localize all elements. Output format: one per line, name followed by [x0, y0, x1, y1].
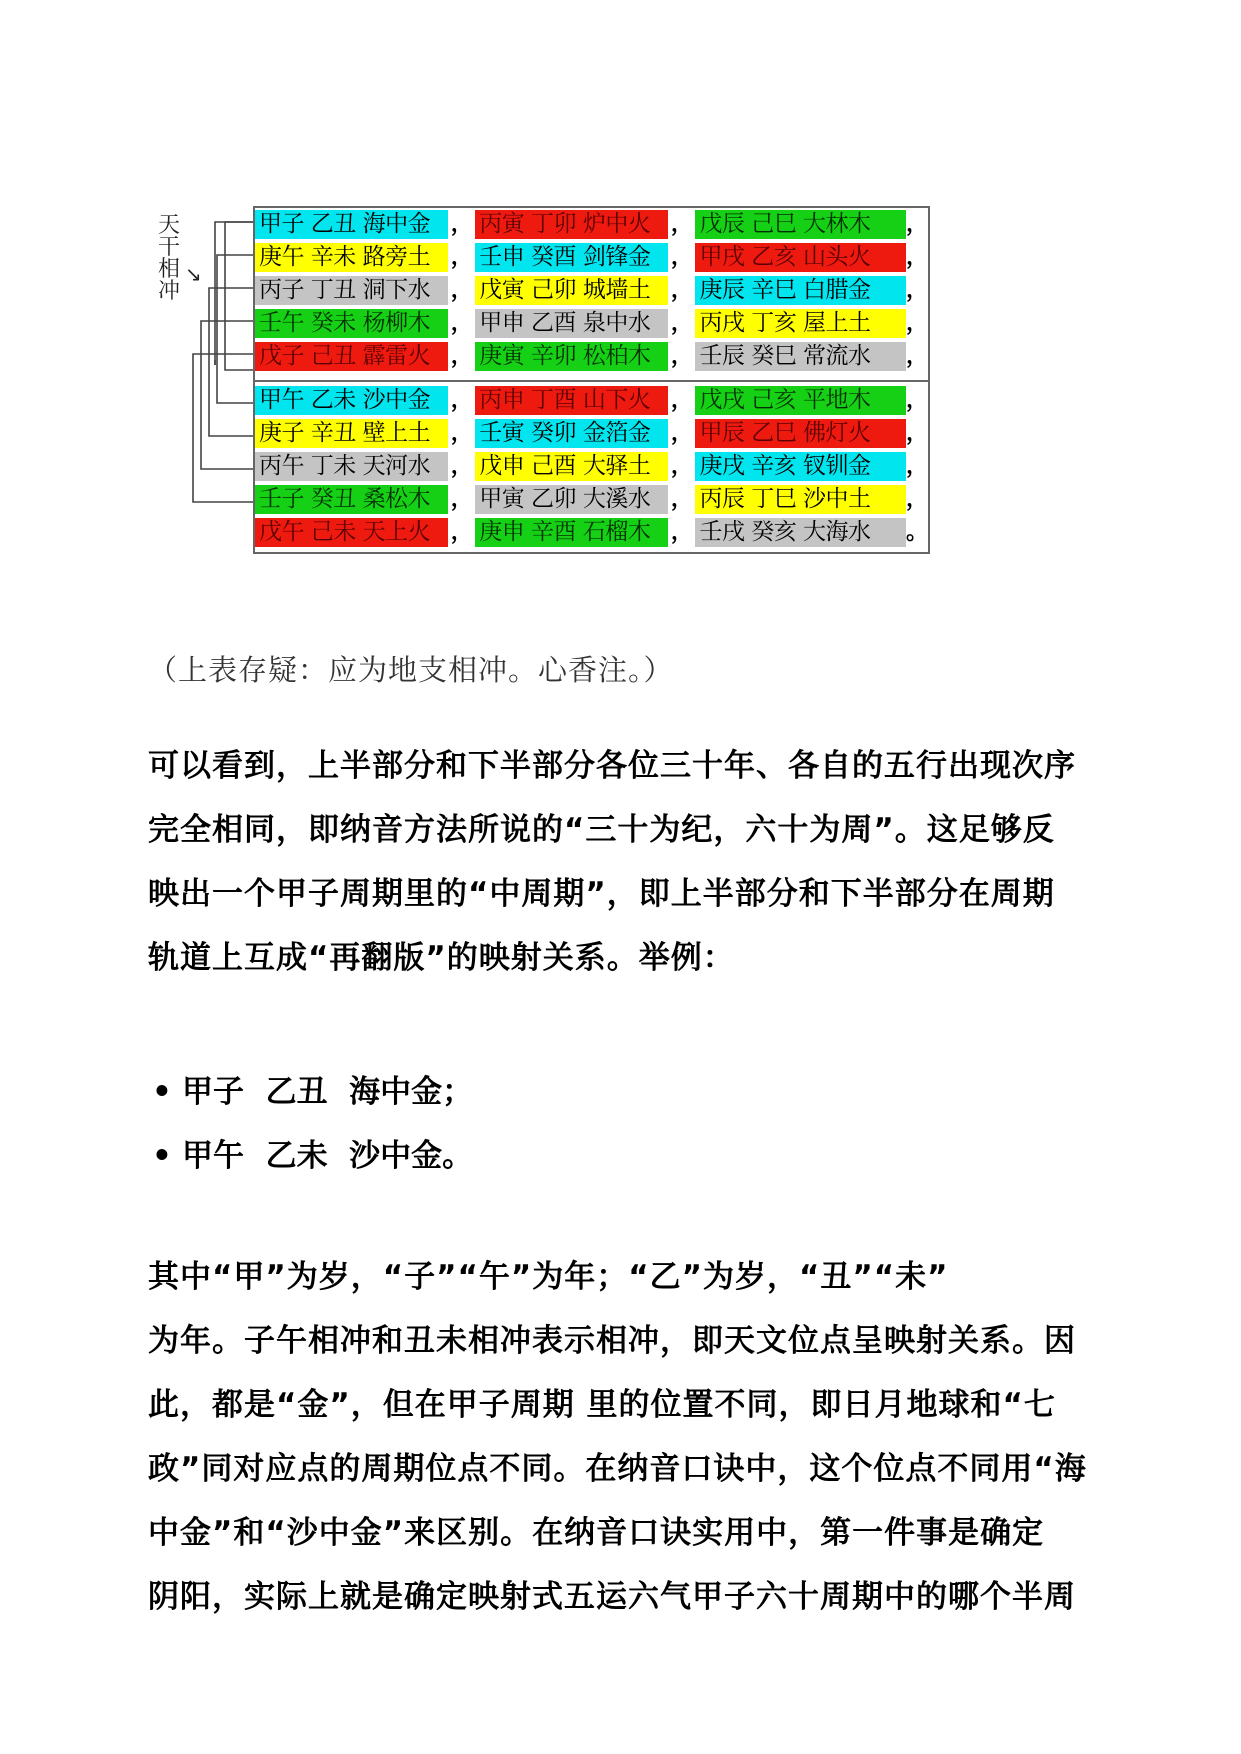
table-cell: 壬寅 癸卯 金箔金: [475, 419, 668, 448]
table-cell: 甲申 乙酉 泉中水: [475, 309, 668, 338]
cell-separator: ，: [450, 278, 473, 303]
table-cell: 壬子 癸丑 桑松木: [255, 485, 448, 514]
paragraph-line: 轨道上互成“再翻版”的映射关系。举例：: [148, 940, 735, 976]
paragraph-line: 其中“甲”为岁，“子”“午”为年；“乙”为岁，“丑”“未”: [148, 1259, 949, 1295]
cell-separator: ，: [670, 278, 693, 303]
cell-separator: ，: [670, 388, 693, 413]
paragraph-line: 中金”和“沙中金”来区别。在纳音口诀实用中，第一件事是确定: [148, 1515, 1045, 1551]
row-end-mark: ，: [906, 487, 929, 512]
cell-separator: ，: [670, 421, 693, 446]
table-cell: 庚寅 辛卯 松柏木: [475, 342, 668, 371]
pairing-brackets: [185, 210, 255, 560]
cell-separator: ，: [670, 212, 693, 237]
table-cell: 庚午 辛未 路旁土: [255, 243, 448, 272]
list-item-text: 甲子 乙丑 海中金；: [182, 1074, 474, 1110]
table-cell: 丙午 丁未 天河水: [255, 452, 448, 481]
cell-separator: ，: [670, 344, 693, 369]
table-cell: 戊子 己丑 霹雷火: [255, 342, 448, 371]
table-cell: 甲戌 乙亥 山头火: [695, 243, 906, 272]
cell-separator: ，: [450, 520, 473, 545]
table-cell: 甲子 乙丑 海中金: [255, 210, 448, 239]
table-cell: 庚子 辛丑 壁上土: [255, 419, 448, 448]
row-end-mark: 。: [906, 520, 929, 545]
table-row: [255, 208, 928, 241]
list-item: [152, 1060, 473, 1124]
bullet-icon: •: [152, 1138, 172, 1174]
table-row: [255, 340, 928, 373]
row-end-mark: ，: [906, 454, 929, 479]
row-end-mark: ，: [906, 245, 929, 270]
table-bottom-half: [255, 380, 928, 549]
table-cell: 丙辰 丁巳 沙中土: [695, 485, 906, 514]
cell-separator: ，: [670, 311, 693, 336]
paragraph-line: 映出一个甲子周期里的“中周期”，即上半部分和下半部分在周期: [148, 876, 1055, 912]
table-row: [255, 483, 928, 516]
paragraph-line: 为年。子午相冲和丑未相冲表示相冲，即天文位点呈映射关系。因: [148, 1323, 1076, 1359]
table-row: [255, 384, 928, 417]
table-row: [255, 274, 928, 307]
table-cell: 丙申 丁酉 山下火: [475, 386, 668, 415]
cell-separator: ，: [450, 421, 473, 446]
row-end-mark: ，: [906, 311, 929, 336]
table-cell: 庚辰 辛巳 白腊金: [695, 276, 906, 305]
paragraph-line: 阴阳，实际上就是确定映射式五运六气甲子六十周期中的哪个半周: [148, 1579, 1076, 1615]
table-cell: 戊寅 己卯 城墙土: [475, 276, 668, 305]
table-cell: 丙子 丁丑 洞下水: [255, 276, 448, 305]
table-row: [255, 450, 928, 483]
table-cell: 甲午 乙未 沙中金: [255, 386, 448, 415]
cell-separator: ，: [450, 311, 473, 336]
cell-separator: ，: [670, 454, 693, 479]
row-end-mark: ，: [906, 421, 929, 446]
table-cell: 丙戌 丁亥 屋上土: [695, 309, 906, 338]
row-end-mark: ，: [906, 388, 929, 413]
paragraph-line: 此，都是“金”，但在甲子周期 里的位置不同，即日月地球和“七: [148, 1387, 1056, 1423]
nayin-table: [253, 206, 930, 554]
table-cell: 甲辰 乙巳 佛灯火: [695, 419, 906, 448]
cell-separator: ，: [450, 487, 473, 512]
cell-separator: ，: [450, 388, 473, 413]
table-cell: 庚申 辛酉 石榴木: [475, 518, 668, 547]
table-row: [255, 417, 928, 450]
cell-separator: ，: [450, 454, 473, 479]
table-cell: 戊戌 己亥 平地木: [695, 386, 906, 415]
paragraph-2: [148, 1245, 1108, 1629]
paragraph-line: 完全相同，即纳音方法所说的“三十为纪，六十为周”。这足够反: [148, 812, 1055, 848]
table-cell: 壬午 癸未 杨柳木: [255, 309, 448, 338]
cell-separator: ，: [450, 245, 473, 270]
table-cell: 壬戌 癸亥 大海水: [695, 518, 906, 547]
cell-separator: ，: [670, 487, 693, 512]
bullet-icon: •: [152, 1074, 172, 1110]
table-cell: 戊午 己未 天上火: [255, 518, 448, 547]
list-item-text: 甲午 乙未 沙中金。: [182, 1138, 474, 1174]
paragraph-1: [148, 734, 1108, 990]
table-cell: 庚戌 辛亥 钗钏金: [695, 452, 906, 481]
arrow-icon: ↘: [185, 262, 202, 286]
cell-separator: ，: [670, 520, 693, 545]
table-cell: 甲寅 乙卯 大溪水: [475, 485, 668, 514]
table-cell: 戊辰 己巳 大林木: [695, 210, 906, 239]
table-cell: 丙寅 丁卯 炉中火: [475, 210, 668, 239]
paragraph-line: 政”同对应点的周期位点不同。在纳音口诀中，这个位点不同用“海: [148, 1451, 1087, 1487]
table-row: [255, 307, 928, 340]
table-row: [255, 516, 928, 549]
example-list: [152, 1060, 473, 1188]
table-row: [255, 241, 928, 274]
row-end-mark: ，: [906, 212, 929, 237]
list-item: [152, 1124, 473, 1188]
table-cell: 壬申 癸酉 剑锋金: [475, 243, 668, 272]
paragraph-line: 可以看到，上半部分和下半部分各位三十年、各自的五行出现次序: [148, 748, 1076, 784]
cell-separator: ，: [450, 344, 473, 369]
row-end-mark: ，: [906, 344, 929, 369]
table-cell: 壬辰 癸巳 常流水: [695, 342, 906, 371]
figure-side-label: 天干相冲: [158, 213, 181, 304]
cell-separator: ，: [450, 212, 473, 237]
editor-note: （上表存疑：应为地支相冲。心香注。）: [148, 653, 674, 687]
table-cell: 戊申 己酉 大驿土: [475, 452, 668, 481]
table-top-half: [255, 208, 928, 373]
cell-separator: ，: [670, 245, 693, 270]
row-end-mark: ，: [906, 278, 929, 303]
